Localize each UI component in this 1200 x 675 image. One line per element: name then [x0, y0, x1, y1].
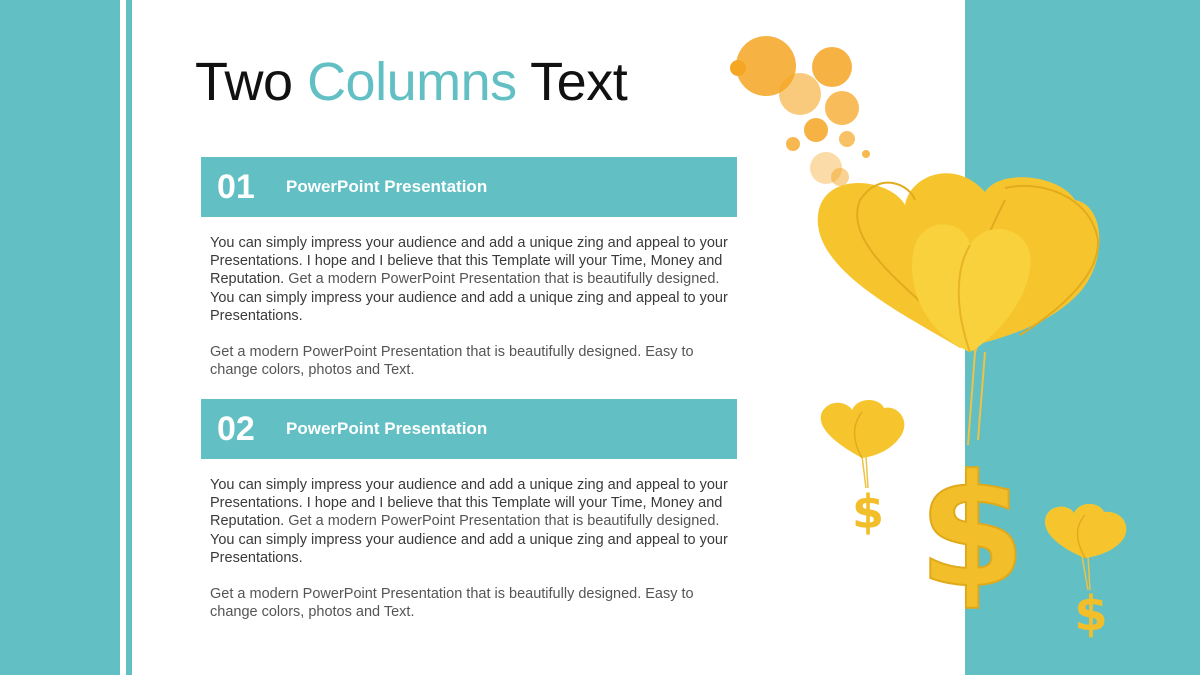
paragraph-text-muted: Get a modern PowerPoint Presentation that is beautifully designed. [284, 271, 720, 288]
paragraph-text: You can simply impress your audience and add a unique zing and appeal to your Presentations. I hope and I believe that this Template will your Time, Money and Reputation. [210, 477, 728, 530]
section-body-02 [210, 476, 740, 621]
section-number: 02 [217, 410, 255, 448]
svg-text:$: $ [851, 485, 885, 539]
orange-bubbles-icon [730, 36, 870, 186]
title-word-2: Columns [307, 52, 517, 112]
title-word-3: Text [530, 52, 628, 112]
section-paragraph-2: Get a modern PowerPoint Presentation that is beautifully designed. Easy to change colors, photos and Text. [210, 344, 694, 379]
section-heading: PowerPoint Presentation [286, 177, 488, 196]
balloon-illustration [700, 20, 1200, 660]
paragraph-text: You can simply impress your audience and add a unique zing and appeal to your Presentations. [210, 531, 728, 566]
section-heading: PowerPoint Presentation [286, 419, 488, 438]
small-balloon-left-icon [821, 400, 905, 539]
slide-title [195, 50, 627, 114]
section-paragraph-2: Get a modern PowerPoint Presentation that is beautifully designed. Easy to change colors, photos and Text. [210, 586, 694, 621]
section-header-01 [201, 157, 737, 217]
section-number: 01 [217, 168, 255, 206]
paragraph-text: You can simply impress your audience and add a unique zing and appeal to your Presentations. [210, 289, 728, 324]
svg-text:$: $ [1074, 586, 1108, 642]
left-teal-band [0, 0, 120, 675]
section-header-02 [201, 399, 737, 459]
title-word-1: Two [195, 52, 293, 112]
paragraph-text-muted: Get a modern PowerPoint Presentation that is beautifully designed. [284, 513, 720, 530]
section-paragraph-1 [210, 476, 740, 567]
section-body-01 [210, 234, 740, 379]
small-balloon-right-icon [1045, 504, 1126, 642]
section-paragraph-1 [210, 234, 740, 325]
dollar-sign-icon [918, 441, 1026, 622]
paragraph-text: You can simply impress your audience and add a unique zing and appeal to your Presentations. I hope and I believe that this Template will your Time, Money and Reputation. [210, 235, 728, 288]
svg-text:$: $ [918, 441, 1026, 622]
